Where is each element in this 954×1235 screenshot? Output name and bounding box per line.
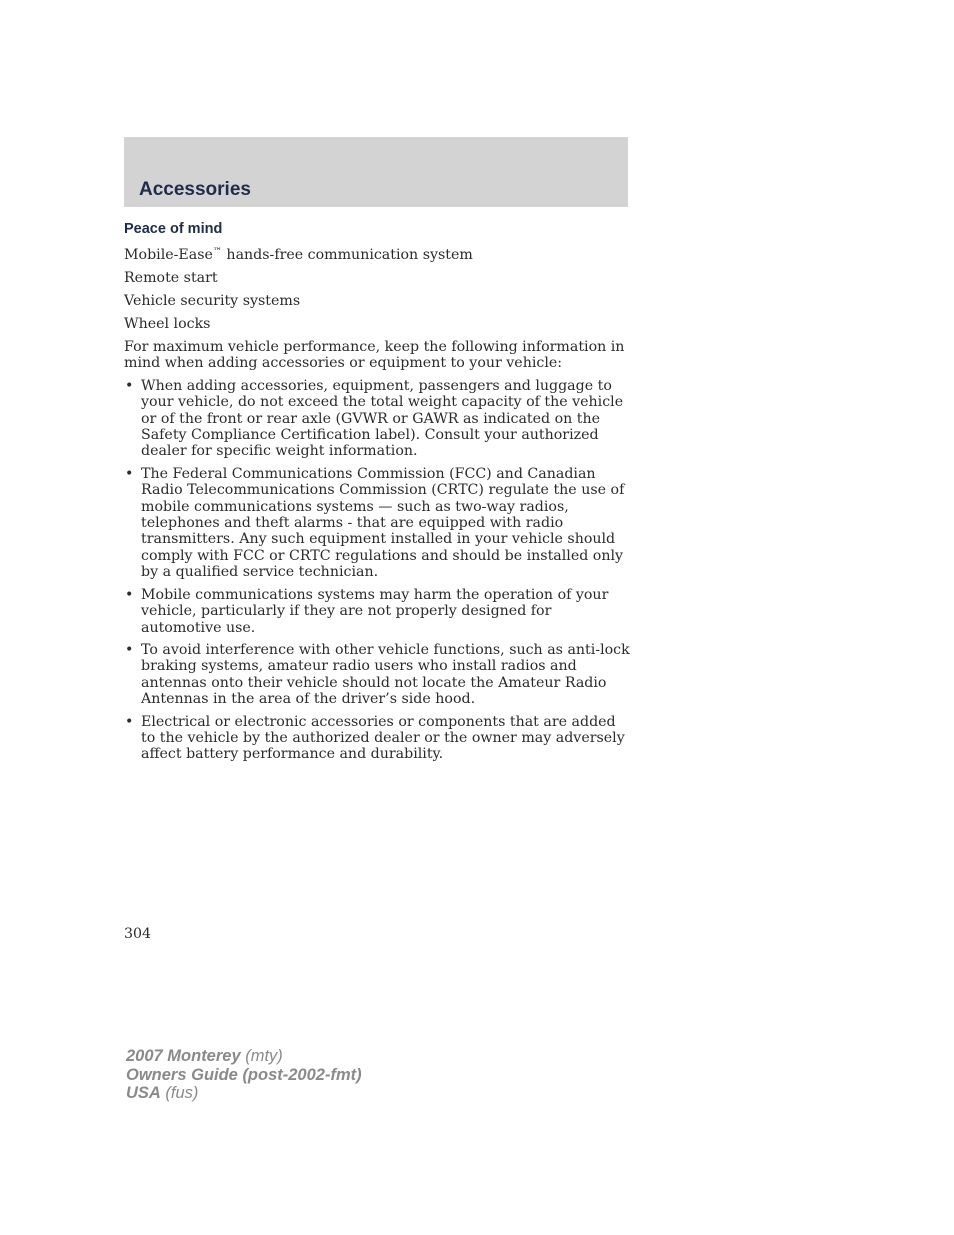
footer-line-3 (126, 1084, 362, 1103)
footer-line-2 (126, 1066, 362, 1085)
bullet-item (124, 714, 630, 763)
bullet-icon: • (125, 377, 134, 394)
item-text-rest: hands-free communication system (221, 247, 473, 263)
bullet-item (124, 587, 630, 636)
bullet-item (124, 378, 630, 460)
bullet-text: Electrical or electronic accessories or components that are added to the vehicle by the authorized dealer or the owner may adversely affect battery performance and durability. (141, 713, 625, 763)
footer (126, 1047, 362, 1103)
list-item: Vehicle security systems (124, 293, 301, 309)
list-item (124, 244, 630, 263)
page-number: 304 (124, 926, 152, 942)
item-text: Mobile-Ease (124, 247, 213, 263)
bullet-text: To avoid interference with other vehicle functions, such as anti-lock braking systems, amateur radio users who install radios and antennas onto their vehicle should not locate the Amateur Radio Antennas in the area of the driver’s side hood. (141, 641, 630, 708)
section-header (124, 137, 628, 207)
bullet-text: Mobile communications systems may harm the operation of your vehicle, particularly if they are not properly designed for automotive use. (141, 586, 609, 636)
intro-paragraph: For maximum vehicle performance, keep the following information in mind when adding accessories or equipment to your vehicle: (124, 339, 625, 372)
footer-model-code: (mty) (240, 1047, 283, 1065)
footer-line-1 (126, 1047, 362, 1066)
list-item: Remote start (124, 270, 218, 286)
page-content (124, 219, 630, 769)
trademark-mark: ™ (212, 247, 222, 257)
bullet-item (124, 466, 630, 581)
bullet-item (124, 642, 630, 708)
list-item: Wheel locks (124, 316, 211, 332)
footer-market-code: (fus) (160, 1084, 199, 1102)
bullet-icon: • (125, 465, 134, 482)
footer-model: 2007 Monterey (126, 1047, 241, 1065)
bullet-text: When adding accessories, equipment, passengers and luggage to your vehicle, do not exceed the total weight capacity of the vehicle or of the front or rear axle (GVWR or GAWR as indicated on the Safety Compliance Certification label). Consult your authorized dealer for specific weight information. (141, 377, 624, 460)
bullet-text: The Federal Communications Commission (FCC) and Canadian Radio Telecommunications Commission (CRTC) regulate the use of mobile communications systems — such as two-way radios, telephones and theft alarms - that are equipped with radio transmitters. Any such equipment installed in your vehicle should comply with FCC or CRTC regulations and should be installed only by a qualified service technician. (141, 465, 625, 581)
bullet-list (124, 378, 630, 763)
footer-market: USA (126, 1084, 161, 1102)
bullet-icon: • (125, 641, 134, 658)
bullet-icon: • (125, 586, 134, 603)
section-title: Accessories (139, 179, 251, 200)
footer-guide: Owners Guide (post-2002-fmt) (126, 1065, 362, 1084)
bullet-icon: • (125, 713, 134, 730)
subheading: Peace of mind (124, 221, 223, 237)
